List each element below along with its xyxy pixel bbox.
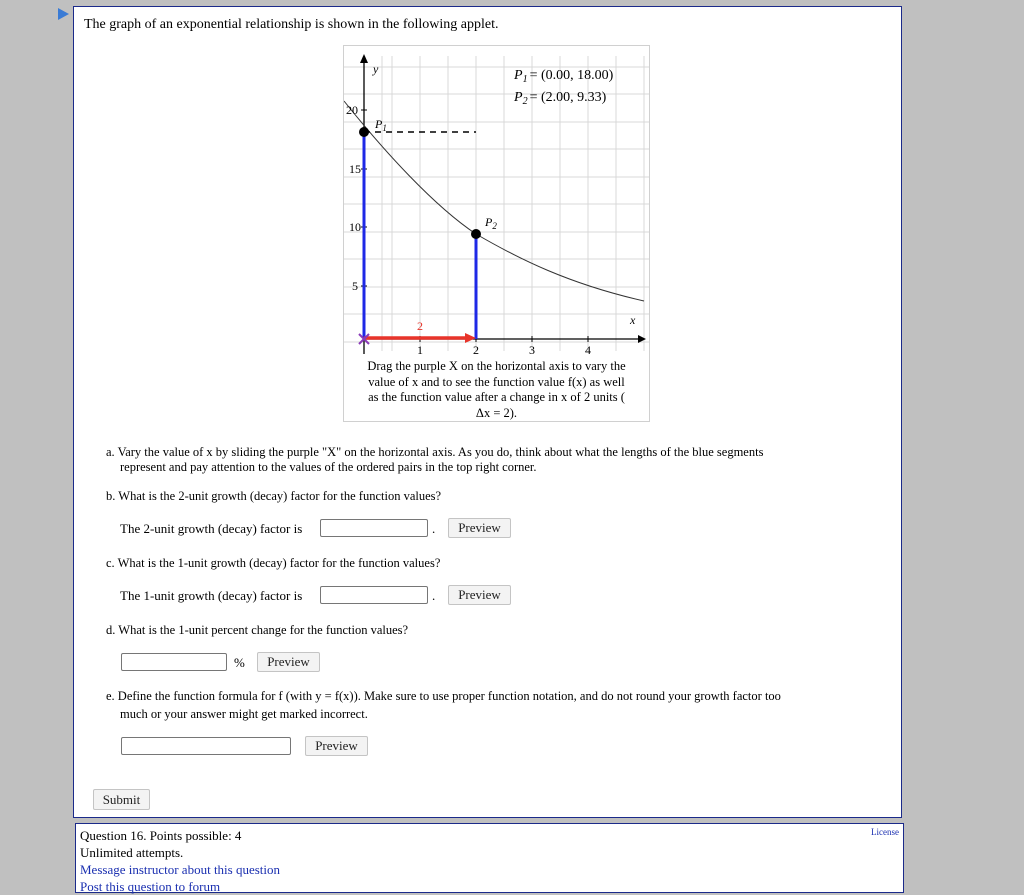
caption-line: Drag the purple X on the horizontal axis to vary the xyxy=(367,359,626,373)
period: . xyxy=(432,588,436,603)
caption-line: Δx = 2). xyxy=(475,405,518,420)
question-a-text-cont: represent and pay attention to the values of the ordered pairs in the top right corner. xyxy=(120,460,537,474)
play-icon[interactable] xyxy=(58,8,69,20)
message-instructor-link[interactable]: Message instructor about this question xyxy=(80,862,281,877)
license-link[interactable]: License xyxy=(871,827,899,837)
y-tick-label: 15 xyxy=(349,162,361,176)
percent-unit: % xyxy=(234,655,245,670)
x-tick-label: 2 xyxy=(473,343,479,356)
question-c-label: The 1-unit growth (decay) factor is xyxy=(120,588,303,603)
growth-factor-2-input[interactable] xyxy=(320,519,428,537)
question-panel xyxy=(73,6,902,818)
p2-label: $P_2$ xyxy=(485,215,497,231)
preview-button-b[interactable]: Preview xyxy=(448,518,511,538)
preview-button-e[interactable]: Preview xyxy=(305,736,368,756)
question-d-text: d. What is the 1-unit percent change for the function values? xyxy=(106,623,409,637)
question-b-text: b. What is the 2-unit growth (decay) factor for the function values? xyxy=(106,489,442,503)
y-axis-label: y xyxy=(373,62,379,76)
percent-change-input[interactable] xyxy=(121,653,227,671)
question-e-text-cont: much or your answer might get marked incorrect. xyxy=(120,707,368,721)
applet-caption xyxy=(344,359,649,421)
graph-canvas xyxy=(344,46,649,356)
x-axis-label: x xyxy=(630,313,636,327)
slider-value-label: 2 xyxy=(417,319,423,333)
x-tick-label: 1 xyxy=(417,343,423,356)
y-tick-label: 10 xyxy=(349,220,361,234)
exponential-curve xyxy=(344,101,644,301)
question-c-text: c. What is the 1-unit growth (decay) factor for the function values? xyxy=(106,556,441,570)
post-to-forum-link[interactable]: Post this question to forum xyxy=(80,879,221,894)
graph-applet[interactable] xyxy=(343,45,650,422)
question-b-label: The 2-unit growth (decay) factor is xyxy=(120,521,303,536)
x-tick-label: 4 xyxy=(585,343,591,356)
question-a-text: a. Vary the value of x by sliding the purple "X" on the horizontal axis. As you do, think about what the lengths of the blue segments xyxy=(106,445,764,459)
p1-readout: $P_1 = (0.00$, 18.00) xyxy=(514,68,614,85)
p2-readout: $P_2 = (2.00$, 9.33) xyxy=(514,90,607,107)
preview-button-d[interactable]: Preview xyxy=(257,652,320,672)
function-formula-input[interactable] xyxy=(121,737,291,755)
x-tick-label: 3 xyxy=(529,343,535,356)
intro-text: The graph of an exponential relationship is shown in the following applet. xyxy=(84,17,499,32)
preview-button-c[interactable]: Preview xyxy=(448,585,511,605)
period: . xyxy=(432,521,436,536)
submit-button[interactable]: Submit xyxy=(93,789,150,810)
question-footer xyxy=(75,823,904,893)
growth-factor-1-input[interactable] xyxy=(320,586,428,604)
points-text: Question 16. Points possible: 4 xyxy=(80,828,242,843)
attempts-text: Unlimited attempts. xyxy=(80,845,184,860)
y-tick-label: 5 xyxy=(352,279,358,293)
caption-line: as the function value after a change in x of 2 units ( xyxy=(368,390,625,404)
point-p2 xyxy=(471,229,481,239)
p1-label: $P_1$ xyxy=(375,117,387,133)
y-tick-label: 20 xyxy=(346,103,358,117)
question-e-text: e. Define the function formula for f (with y = f(x)). Make sure to use proper function notation, and do not round your growth factor too xyxy=(106,689,781,703)
y-axis-arrow-icon xyxy=(360,54,368,63)
caption-line: value of x and to see the function value f(x) as well xyxy=(368,374,625,389)
point-p1 xyxy=(359,127,369,137)
